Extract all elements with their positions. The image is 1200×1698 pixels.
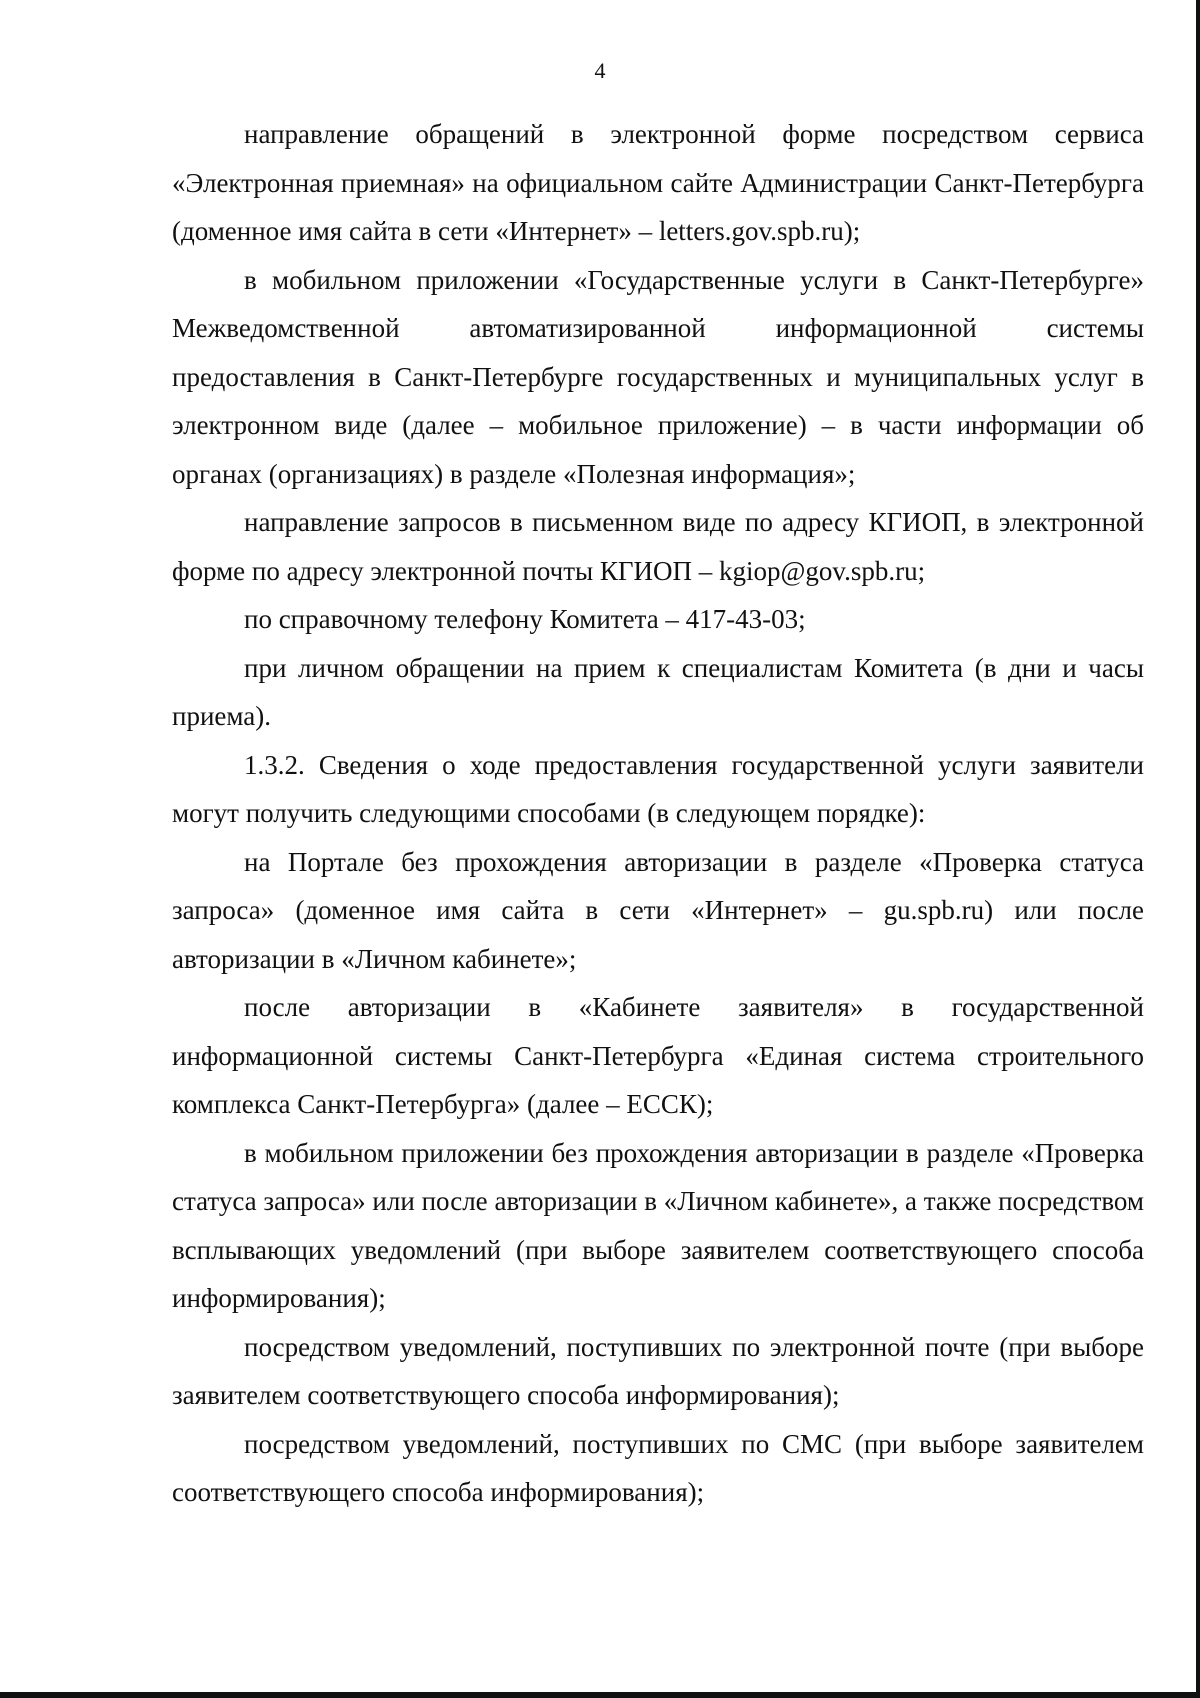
paragraph-portal: на Портале без прохождения авторизации в разделе «Проверка статуса запроса» (доменное имя сайта в сети «Интернет» – gu.spb.ru) или после авторизации в «Личном кабинете»; — [172, 846, 1144, 974]
paragraph-essk: после авторизации в «Кабинете заявителя» в государственной информационной системы Санкт-Петербурга «Единая система строительного комплекса Санкт-Петербурга» (далее – ЕССК); — [172, 992, 1144, 1119]
paragraph-mobile-status: в мобильном приложении без прохождения авторизации в разделе «Проверка статуса запроса» или после авторизации в «Личном кабинете», а также посредством всплывающих уведомлений (при выборе заявителем соответствующего способа информирования); — [172, 1137, 1144, 1313]
paragraph-electronic-reception: направление обращений в электронной форме посредством сервиса «Электронная приемная» на официальном сайте Администрации Санкт-Петербурга (доменное имя сайта в сети «Интернет» – letters.gov.spb.ru); — [172, 119, 1144, 246]
paragraph-sms-notifications: посредством уведомлений, поступивших по СМС (при выборе заявителем соответствующего способа информирования); — [172, 1428, 1144, 1507]
paragraph-section-1-3-2: 1.3.2. Сведения о ходе предоставления государственной услуги заявители могут получить следующими способами (в следующем порядке): — [172, 749, 1144, 828]
scan-right-border — [1196, 0, 1200, 1698]
paragraph-phone: по справочному телефону Комитета – 417-43-03; — [244, 604, 806, 634]
paragraph-written-requests: направление запросов в письменном виде по адресу КГИОП, в электронной форме по адресу электронной почты КГИОП – kgiop@gov.spb.ru; — [172, 507, 1144, 586]
paragraph-personal-visit: при личном обращении на прием к специалистам Комитета (в дни и часы приема). — [172, 652, 1144, 731]
paragraph-email-notifications: посредством уведомлений, поступивших по электронной почте (при выборе заявителем соответствующего способа информирования); — [172, 1331, 1144, 1410]
paragraph-mobile-app: в мобильном приложении «Государственные услуги в Санкт-Петербурге» Межведомственной автоматизированной информационной системы предоставления в Санкт-Петербурге государственных и муниципальных услуг в электронном виде (далее – мобильное приложение) – в части информации об органах (организациях) в разделе «Полезная информация»; — [172, 264, 1144, 489]
page-number: 4 — [594, 58, 606, 83]
scan-bottom-border — [0, 1692, 1200, 1698]
document-body — [172, 110, 1144, 1517]
